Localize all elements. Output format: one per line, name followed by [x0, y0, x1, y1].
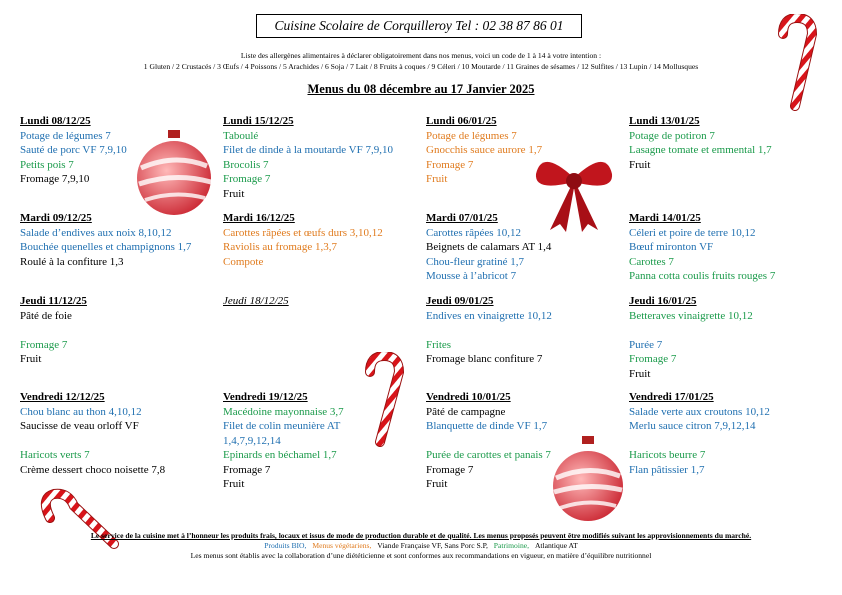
allergen-intro: Liste des allergènes alimentaires à déclarer obligatoirement dans nos menus, voici un code de 1 à 14 à votre intention :	[240, 51, 602, 60]
menu-item: Fruit	[223, 187, 245, 200]
legend-patrimoine: Patrimoine,	[493, 541, 530, 550]
day-heading: Vendredi 17/01/25	[629, 391, 714, 403]
menu-item: Taboulé	[223, 129, 259, 142]
menu-item: Potage de légumes 7	[426, 129, 517, 142]
day-menu-week2-thu	[223, 294, 289, 309]
menu-item: Fruit	[426, 173, 448, 185]
day-heading: Vendredi 12/12/25	[20, 391, 105, 403]
menu-item: Fromage 7	[223, 173, 271, 185]
menu-item	[629, 434, 770, 449]
menu-item: Raviolis au fromage 1,3,7	[223, 241, 337, 253]
allergen-list: 1 Gluten / 2 Crustacés / 3 Œufs / 4 Poissons / 5 Arachides / 6 Soja / 7 Lait / 8 Fruits à coques / 9 Céleri / 10 Moutarde / 11 Graines de sésames / 12 Sulfites / 13 Lupin / 14 Mollusques	[143, 62, 699, 71]
menu-item: Haricots beurre 7	[629, 449, 706, 461]
day-menu-week1-tue	[20, 211, 191, 269]
menu-item: Carottes râpées 10,12	[426, 226, 521, 239]
legend-bio: Produits BIO,	[264, 541, 307, 550]
menu-item: Beignets de calamars AT 1,4	[426, 241, 552, 253]
day-menu-week4-thu	[629, 294, 753, 381]
day-menu-week3-mon	[426, 114, 542, 187]
menu-item: Fruit	[629, 367, 651, 380]
menu-item: Roulé à la confiture 1,3	[20, 255, 124, 268]
menu-item: Fromage 7,9,10	[20, 173, 90, 185]
day-menu-week1-mon	[20, 114, 127, 187]
day-menu-week3-tue	[426, 211, 551, 284]
day-heading: Lundi 13/01/25	[629, 115, 700, 127]
menu-item: Mousse à l’abricot 7	[426, 270, 517, 282]
day-heading: Lundi 06/01/25	[426, 115, 497, 127]
header-title: Cuisine Scolaire de Corquilleroy Tel : 02 38 87 86 01	[274, 18, 564, 33]
christmas-ornament-icon	[135, 128, 213, 218]
menu-item: Bœuf mironton VF	[629, 241, 714, 253]
menu-item	[629, 323, 753, 338]
menu-item: 1,4,7,9,12,14	[223, 434, 281, 447]
menu-item: Fromage 7	[426, 463, 474, 476]
menu-item: Blanquette de dinde VF 1,7	[426, 420, 548, 432]
footer-notice-text: Le service de la cuisine met à l’honneur les produits frais, locaux et issus de mode de production durable et de qualité. Les menus proposés peuvent être modifiés suivant les approvisionnements du marché.	[90, 531, 752, 540]
menu-item: Salade d’endives aux noix 8,10,12	[20, 226, 172, 239]
menu-item: Filet de colin meunière AT	[223, 420, 341, 432]
day-heading: Vendredi 19/12/25	[223, 391, 308, 403]
menu-item: Fruit	[223, 478, 245, 490]
footer-dietician: Les menus sont établis avec la collaboration d’une diététicienne et sont conformes aux recommandations en vigueur, en matière d’équilibre nutritionnel	[190, 551, 652, 560]
christmas-ornament-icon	[552, 434, 624, 526]
menu-item: Pâté de campagne	[426, 405, 506, 418]
menu-item: Fromage blanc confiture 7	[426, 353, 543, 365]
menu-item: Purée 7	[629, 338, 663, 351]
candy-cane-icon	[362, 352, 406, 447]
menu-item: Potage de légumes 7	[20, 129, 111, 142]
menu-item: Fromage 7	[20, 338, 68, 351]
menu-item: Frites	[426, 338, 452, 351]
menu-item: Fromage 7	[223, 463, 271, 476]
menu-item: Chou blanc au thon 4,10,12	[20, 405, 142, 418]
menu-item: Fruit	[629, 158, 651, 171]
day-heading: Jeudi 11/12/25	[20, 295, 87, 307]
day-heading: Vendredi 10/01/25	[426, 391, 511, 403]
day-menu-week2-mon	[223, 114, 393, 201]
day-menu-week3-thu	[426, 294, 552, 367]
menu-item: Céleri et poire de terre 10,12	[629, 226, 756, 239]
menu-item: Flan pâtissier 1,7	[629, 463, 705, 476]
menu-item: Gnocchis sauce aurore 1,7	[426, 144, 543, 156]
legend-vf: Viande Française VF, Sans Porc S.P,	[377, 541, 488, 550]
menu-item: Carottes 7	[629, 255, 674, 268]
menu-item: Panna cotta coulis fruits rouges 7	[629, 270, 776, 282]
menu-item	[426, 434, 551, 449]
menu-item: Fromage 7	[629, 353, 677, 365]
menus-title: Menus du 08 décembre au 17 Janvier 2025	[307, 82, 535, 96]
legend-atlantique: Atlantique AT	[534, 541, 578, 550]
menu-item: Pâté de foie	[20, 309, 72, 322]
menu-item: Potage de potiron 7	[629, 129, 715, 142]
menu-item: Fruit	[426, 478, 448, 490]
menu-item: Fruit	[20, 353, 42, 365]
menu-item: Bouchée quenelles et champignons 1,7	[20, 241, 192, 253]
day-menu-week4-fri	[629, 390, 770, 477]
header-title-box	[256, 14, 582, 38]
day-heading: Mardi 09/12/25	[20, 212, 92, 224]
legend-veg: Menus végétariens,	[312, 541, 372, 550]
day-heading: Mardi 07/01/25	[426, 212, 498, 224]
menu-item: Epinards en béchamel 1,7	[223, 449, 337, 461]
menu-item: Salade verte aux croutons 10,12	[629, 405, 770, 418]
day-menu-week1-fri	[20, 390, 165, 477]
menu-item: Carottes râpées et œufs durs 3,10,12	[223, 226, 383, 239]
menu-item: Compote	[223, 255, 264, 268]
menu-item: Haricots verts 7	[20, 449, 90, 461]
menu-item: Chou-fleur gratiné 1,7	[426, 255, 525, 268]
menu-item: Brocolis 7	[223, 158, 269, 171]
day-menu-week3-fri	[426, 390, 551, 492]
day-menu-week4-mon	[629, 114, 772, 172]
day-heading: Jeudi 16/01/25	[629, 295, 697, 307]
menu-item	[20, 323, 87, 338]
day-heading: Lundi 08/12/25	[20, 115, 91, 127]
menu-item: Purée de carottes et panais 7	[426, 449, 551, 461]
menu-item: Filet de dinde à la moutarde VF 7,9,10	[223, 144, 393, 156]
day-menu-week2-fri	[223, 390, 344, 492]
menu-item: Sauté de porc VF 7,9,10	[20, 144, 127, 156]
menu-item: Saucisse de veau orloff VF	[20, 420, 139, 432]
menu-item: Lasagne tomate et emmental 1,7	[629, 144, 772, 156]
menu-item: Petits pois 7	[20, 158, 74, 171]
menu-item: Betteraves vinaigrette 10,12	[629, 309, 753, 322]
menu-item	[20, 434, 165, 449]
menu-item: Merlu sauce citron 7,9,12,14	[629, 420, 756, 432]
day-menu-week4-tue	[629, 211, 775, 284]
day-heading: Jeudi 09/01/25	[426, 295, 494, 307]
day-heading: Lundi 15/12/25	[223, 115, 294, 127]
footer-legend	[0, 541, 842, 552]
day-menu-week1-thu	[20, 294, 87, 367]
menu-item: Fromage 7	[426, 158, 474, 171]
day-menu-week2-tue	[223, 211, 383, 269]
menu-item	[426, 323, 552, 338]
menu-item: Macédoine mayonnaise 3,7	[223, 405, 344, 418]
day-heading: Jeudi 18/12/25	[223, 295, 289, 307]
day-heading: Mardi 16/12/25	[223, 212, 295, 224]
day-heading: Mardi 14/01/25	[629, 212, 701, 224]
menu-item: Endives en vinaigrette 10,12	[426, 309, 552, 322]
menu-item: Crème dessert choco noisette 7,8	[20, 463, 166, 476]
candy-cane-icon	[775, 14, 820, 112]
footer-notice	[0, 531, 842, 542]
